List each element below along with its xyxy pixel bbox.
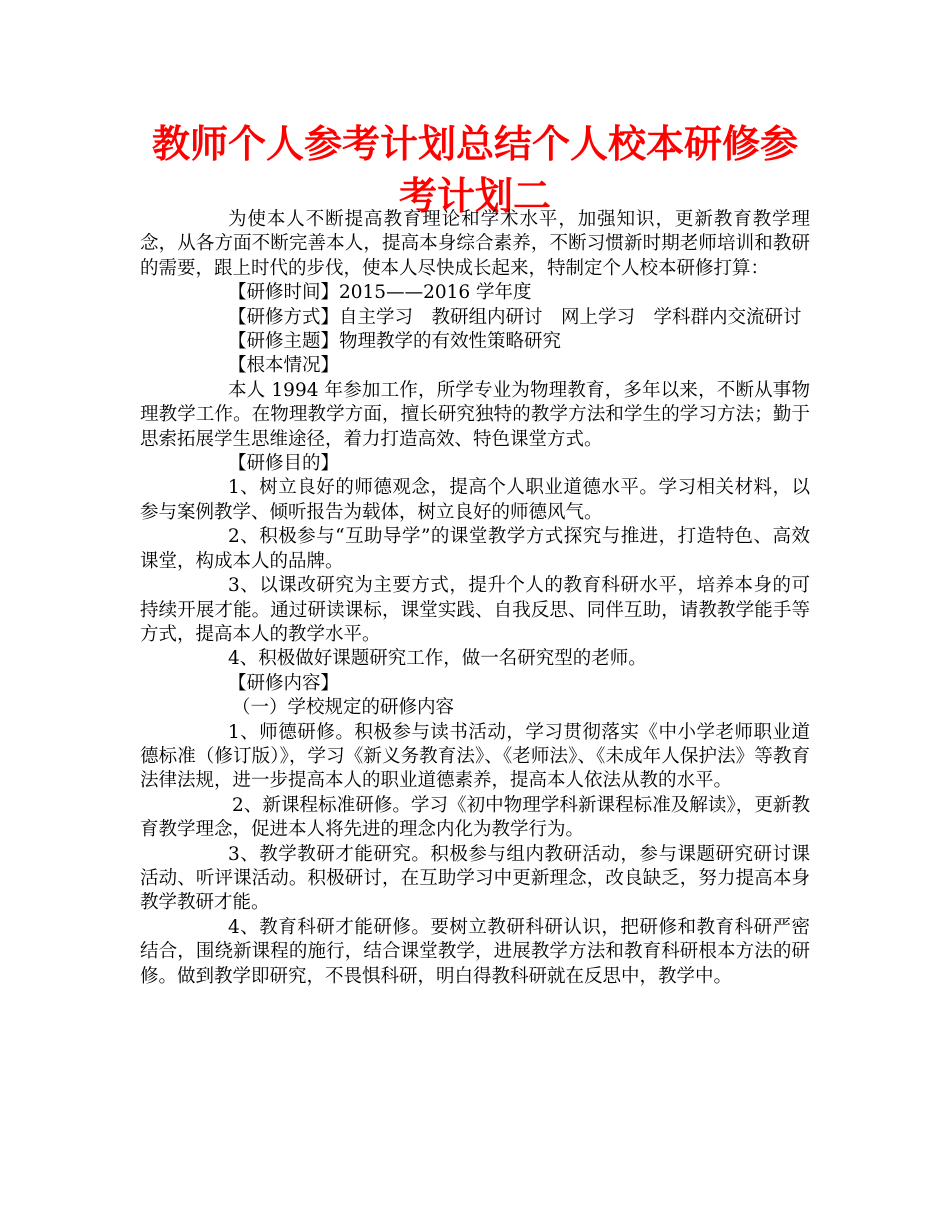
goal-item: 2、积极参与“互助导学”的课堂教学方式探究与推进，打造特色、高效课堂，构成本人的品牌。 bbox=[140, 526, 810, 572]
intro-paragraph: 为使本人不断提高教育理论和学术水平，加强知识，更新教育教学理念，从各方面不断完善本人，提高本身综合素养，不断习惯新时期老师培训和教研的需要，跟上时代的步伐，使本人尽快成长起来，特制定个人校本研修打算： bbox=[140, 209, 810, 279]
section-heading-basic-situation: 【根本情况】 bbox=[228, 355, 340, 377]
content-item: 2、新课程标准研修。学习《初中物理学科新课程标准及解读》，更新教育教学理念，促进本人将先进的理念内化为教学行为。 bbox=[140, 794, 810, 841]
basic-situation-paragraph: 本人 1994 年参加工作，所学专业为物理教育，多年以来，不断从事物理教学工作。在物理教学方面，擅长研究独特的教学方法和学生的学习方法；勤于思索拓展学生思维途径，着力打造高效、特色课堂方式。 bbox=[140, 379, 810, 450]
content-item: 1、师德研修。积极参与读书活动，学习贯彻落实《中小学老师职业道德标准（修订版）》，学习《新义务教育法》、《老师法》、《未成年人保护法》等教育法律法规，进一步提高本人的职业道德素养，提高本人依法从教的水平。 bbox=[140, 721, 810, 792]
goal-item: 1、树立良好的师德观念，提高个人职业道德水平。学习相关材料，以参与案例教学、倾听报告为载体，树立良好的师德风气。 bbox=[140, 477, 810, 523]
content-item: 3、教学教研才能研究。积极参与组内教研活动，参与课题研究研讨课活动、听评课活动。积极研讨，在互助学习中更新理念，改良缺乏，努力提高本身教学教研才能。 bbox=[140, 843, 810, 914]
section-heading-goals: 【研修目的】 bbox=[228, 453, 340, 475]
study-theme: 【研修主题】物理教学的有效性策略研究 bbox=[228, 331, 562, 353]
subsection-heading: （一）学校规定的研修内容 bbox=[232, 697, 455, 719]
document-body bbox=[140, 208, 810, 989]
study-time: 【研修时间】2015——2016 学年度 bbox=[228, 282, 532, 304]
goal-item: 3、以课改研究为主要方式，提升个人的教育科研水平，培养本身的可持续开展才能。通过研读课标，课堂实践、自我反思、同伴互助，请教教学能手等方式，提高本人的教学水平。 bbox=[140, 575, 810, 645]
content-item: 4、教育科研才能研修。要树立教研科研认识，把研修和教育科研严密结合，围绕新课程的施行，结合课堂教学，进展教学方法和教育科研根本方法的研修。做到教学即研究，不畏惧科研，明白得教科研就在反思中，教学中。 bbox=[140, 916, 810, 987]
document-title: 教师个人参考计划总结个人校本研修参考计划二 bbox=[151, 122, 798, 218]
study-method: 【研修方式】自主学习 教研组内研讨 网上学习 学科群内交流研讨 bbox=[228, 306, 802, 328]
section-heading-content: 【研修内容】 bbox=[228, 672, 340, 694]
goal-item: 4、积极做好课题研究工作，做一名研究型的老师。 bbox=[228, 648, 647, 670]
